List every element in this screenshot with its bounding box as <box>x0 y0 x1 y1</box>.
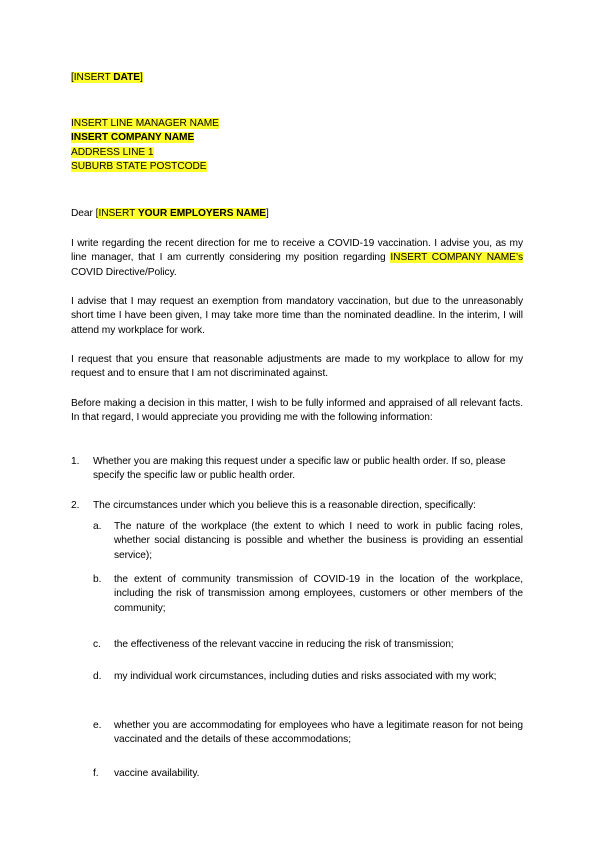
item-number: 2. <box>71 500 80 511</box>
salutation-placeholder: INSERT <box>98 208 138 219</box>
paragraph-2: I advise that I may request an exemption from mandatory vaccination, but due to the unreasonably short time I have been given, I may take more time than the nominated deadline. In the interim, I will attend my workplace for work. <box>71 296 523 336</box>
salutation-post: ] <box>266 208 269 219</box>
manager-name: INSERT LINE MANAGER NAME <box>71 118 219 129</box>
address-line-2: SUBURB STATE POSTCODE <box>71 161 207 173</box>
paragraph-1-text: I write regarding the recent direction for me to receive a COVID-19 vaccination. I advise you, as my line manager, that I am currently considering my position regarding <box>71 238 523 264</box>
date-placeholder <box>71 72 143 83</box>
subitem-letter: b. <box>93 574 102 585</box>
list-item: The circumstances under which you believe this is a reasonable direction, specifically: <box>93 500 476 511</box>
paragraph-1-end: COVID Directive/Policy. <box>71 266 177 278</box>
subitem-letter: c. <box>93 639 101 650</box>
subitem-letter: e. <box>93 720 102 731</box>
paragraph-1 <box>71 237 523 280</box>
paragraph-4: Before making a decision in this matter, I wish to be fully informed and appraised of all relevant facts. In that regard, I would appreciate you providing me with the following information: <box>71 398 523 424</box>
date-bold: DATE <box>113 72 141 83</box>
salutation-employer: YOUR EMPLOYERS NAME <box>137 208 267 219</box>
recipient-address <box>71 117 523 175</box>
sub-list-item: the effectiveness of the relevant vaccine in reducing the risk of transmission; <box>114 639 454 650</box>
subitem-letter: f. <box>93 768 99 779</box>
sub-list-item: The nature of the workplace (the extent to which I need to work in public facing roles, whether social distancing is possible and whether the business is providing an essential service); <box>114 521 523 561</box>
subitem-letter: a. <box>93 521 102 532</box>
company-name: INSERT COMPANY NAME <box>71 132 195 144</box>
sub-list-item: my individual work circumstances, including duties and risks associated with my work; <box>114 671 497 682</box>
sub-list-item: vaccine availability. <box>114 768 200 779</box>
date-open: [INSERT <box>71 72 114 83</box>
sub-list-item: the extent of community transmission of COVID-19 in the location of the workplace, including the risk of transmission among employees, customers or other members of the community; <box>114 574 523 614</box>
paragraph-3: I request that you ensure that reasonable adjustments are made to my workplace to allow for my request and to ensure that I am not discriminated against. <box>71 354 523 380</box>
salutation-pre: Dear [ <box>71 208 99 219</box>
paragraph-1-company-placeholder: INSERT COMPANY NAME’s <box>390 252 523 264</box>
item-number: 1. <box>71 456 80 467</box>
salutation <box>71 207 523 221</box>
list-item: Whether you are making this request under a specific law or public health order. If so, please specify the specific law or public health order. <box>93 456 506 482</box>
sub-list-item: whether you are accommodating for employees who have a legitimate reason for not being vaccinated and the details of these accommodations; <box>114 720 523 746</box>
address-line-1: ADDRESS LINE 1 <box>71 146 154 158</box>
date-line <box>71 71 523 85</box>
subitem-letter: d. <box>93 671 102 682</box>
date-close: ] <box>140 72 143 83</box>
